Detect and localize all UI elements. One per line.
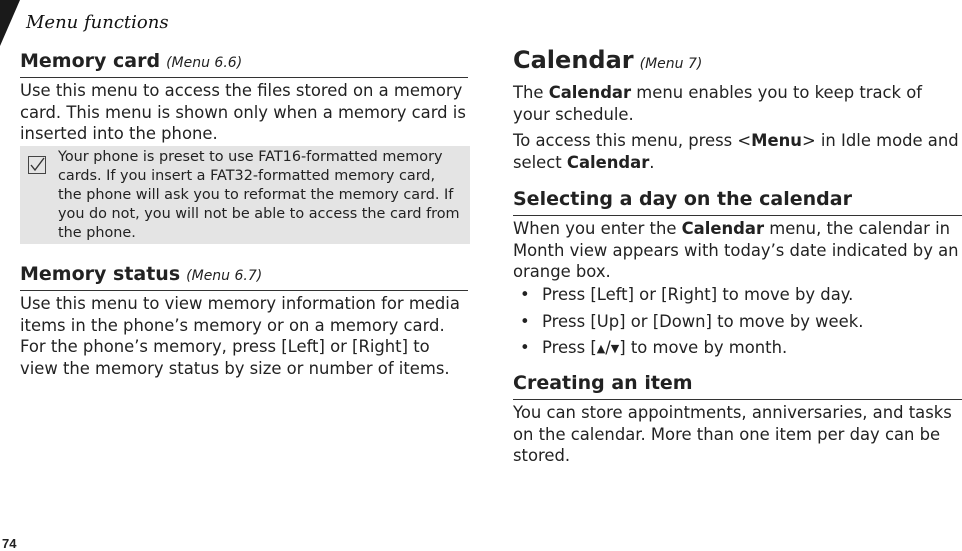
up-arrow-icon: ▲ — [596, 342, 606, 355]
calendar-access: To access this menu, press <Menu> in Idle mode and select Calendar. — [513, 131, 959, 172]
navigation-bullet-list — [513, 284, 962, 364]
list-item: • Press [▲/▼] to move by month. — [520, 338, 788, 357]
memory-card-heading — [20, 50, 468, 78]
calendar-heading — [513, 46, 962, 79]
memory-status-title: Memory status — [20, 263, 181, 285]
header-bar-mark — [0, 0, 20, 46]
selecting-day-body: When you enter the Calendar menu, the calendar in Month view appears with today’s date indicated by an orange box. — [513, 219, 959, 281]
calendar-menu-ref: (Menu 7) — [639, 56, 703, 72]
memory-status-heading — [20, 263, 468, 291]
down-arrow-icon: ▼ — [610, 342, 620, 355]
memory-status-menu-ref: (Menu 6.7) — [186, 268, 263, 284]
page-number: 74 — [2, 536, 17, 551]
memory-card-body: Use this menu to access the files stored on a memory card. This menu is shown only when a memory card is inserted into the phone. — [20, 81, 466, 143]
checkmark-note-icon — [28, 156, 46, 174]
note-box — [20, 146, 470, 244]
calendar-title: Calendar — [513, 46, 634, 74]
memory-card-menu-ref: (Menu 6.6) — [166, 55, 243, 71]
creating-item-body: You can store appointments, anniversaries, and tasks on the calendar. More than one item per day can be stored. — [513, 403, 952, 465]
calendar-intro: The Calendar menu enables you to keep track of your schedule. — [513, 83, 923, 124]
selecting-day-heading: Selecting a day on the calendar — [513, 188, 962, 216]
list-item: • Press [Up] or [Down] to move by week. — [520, 311, 864, 331]
memory-card-title: Memory card — [20, 50, 161, 72]
list-item: • Press [Left] or [Right] to move by day. — [520, 285, 854, 304]
note-text: Your phone is preset to use FAT16-formatted memory cards. If you insert a FAT32-formatted memory card, the phone will ask you to reformat the memory card. If you do not, you will not be able to access the card from the phone. — [58, 149, 460, 241]
running-header: Menu functions — [26, 12, 169, 33]
memory-status-body: Use this menu to view memory information for media items in the phone’s memory or on a memory card. For the phone’s memory, press [Left] or [Right] to view the memory status by size or number of items. — [20, 294, 460, 378]
creating-item-heading: Creating an item — [513, 372, 962, 400]
